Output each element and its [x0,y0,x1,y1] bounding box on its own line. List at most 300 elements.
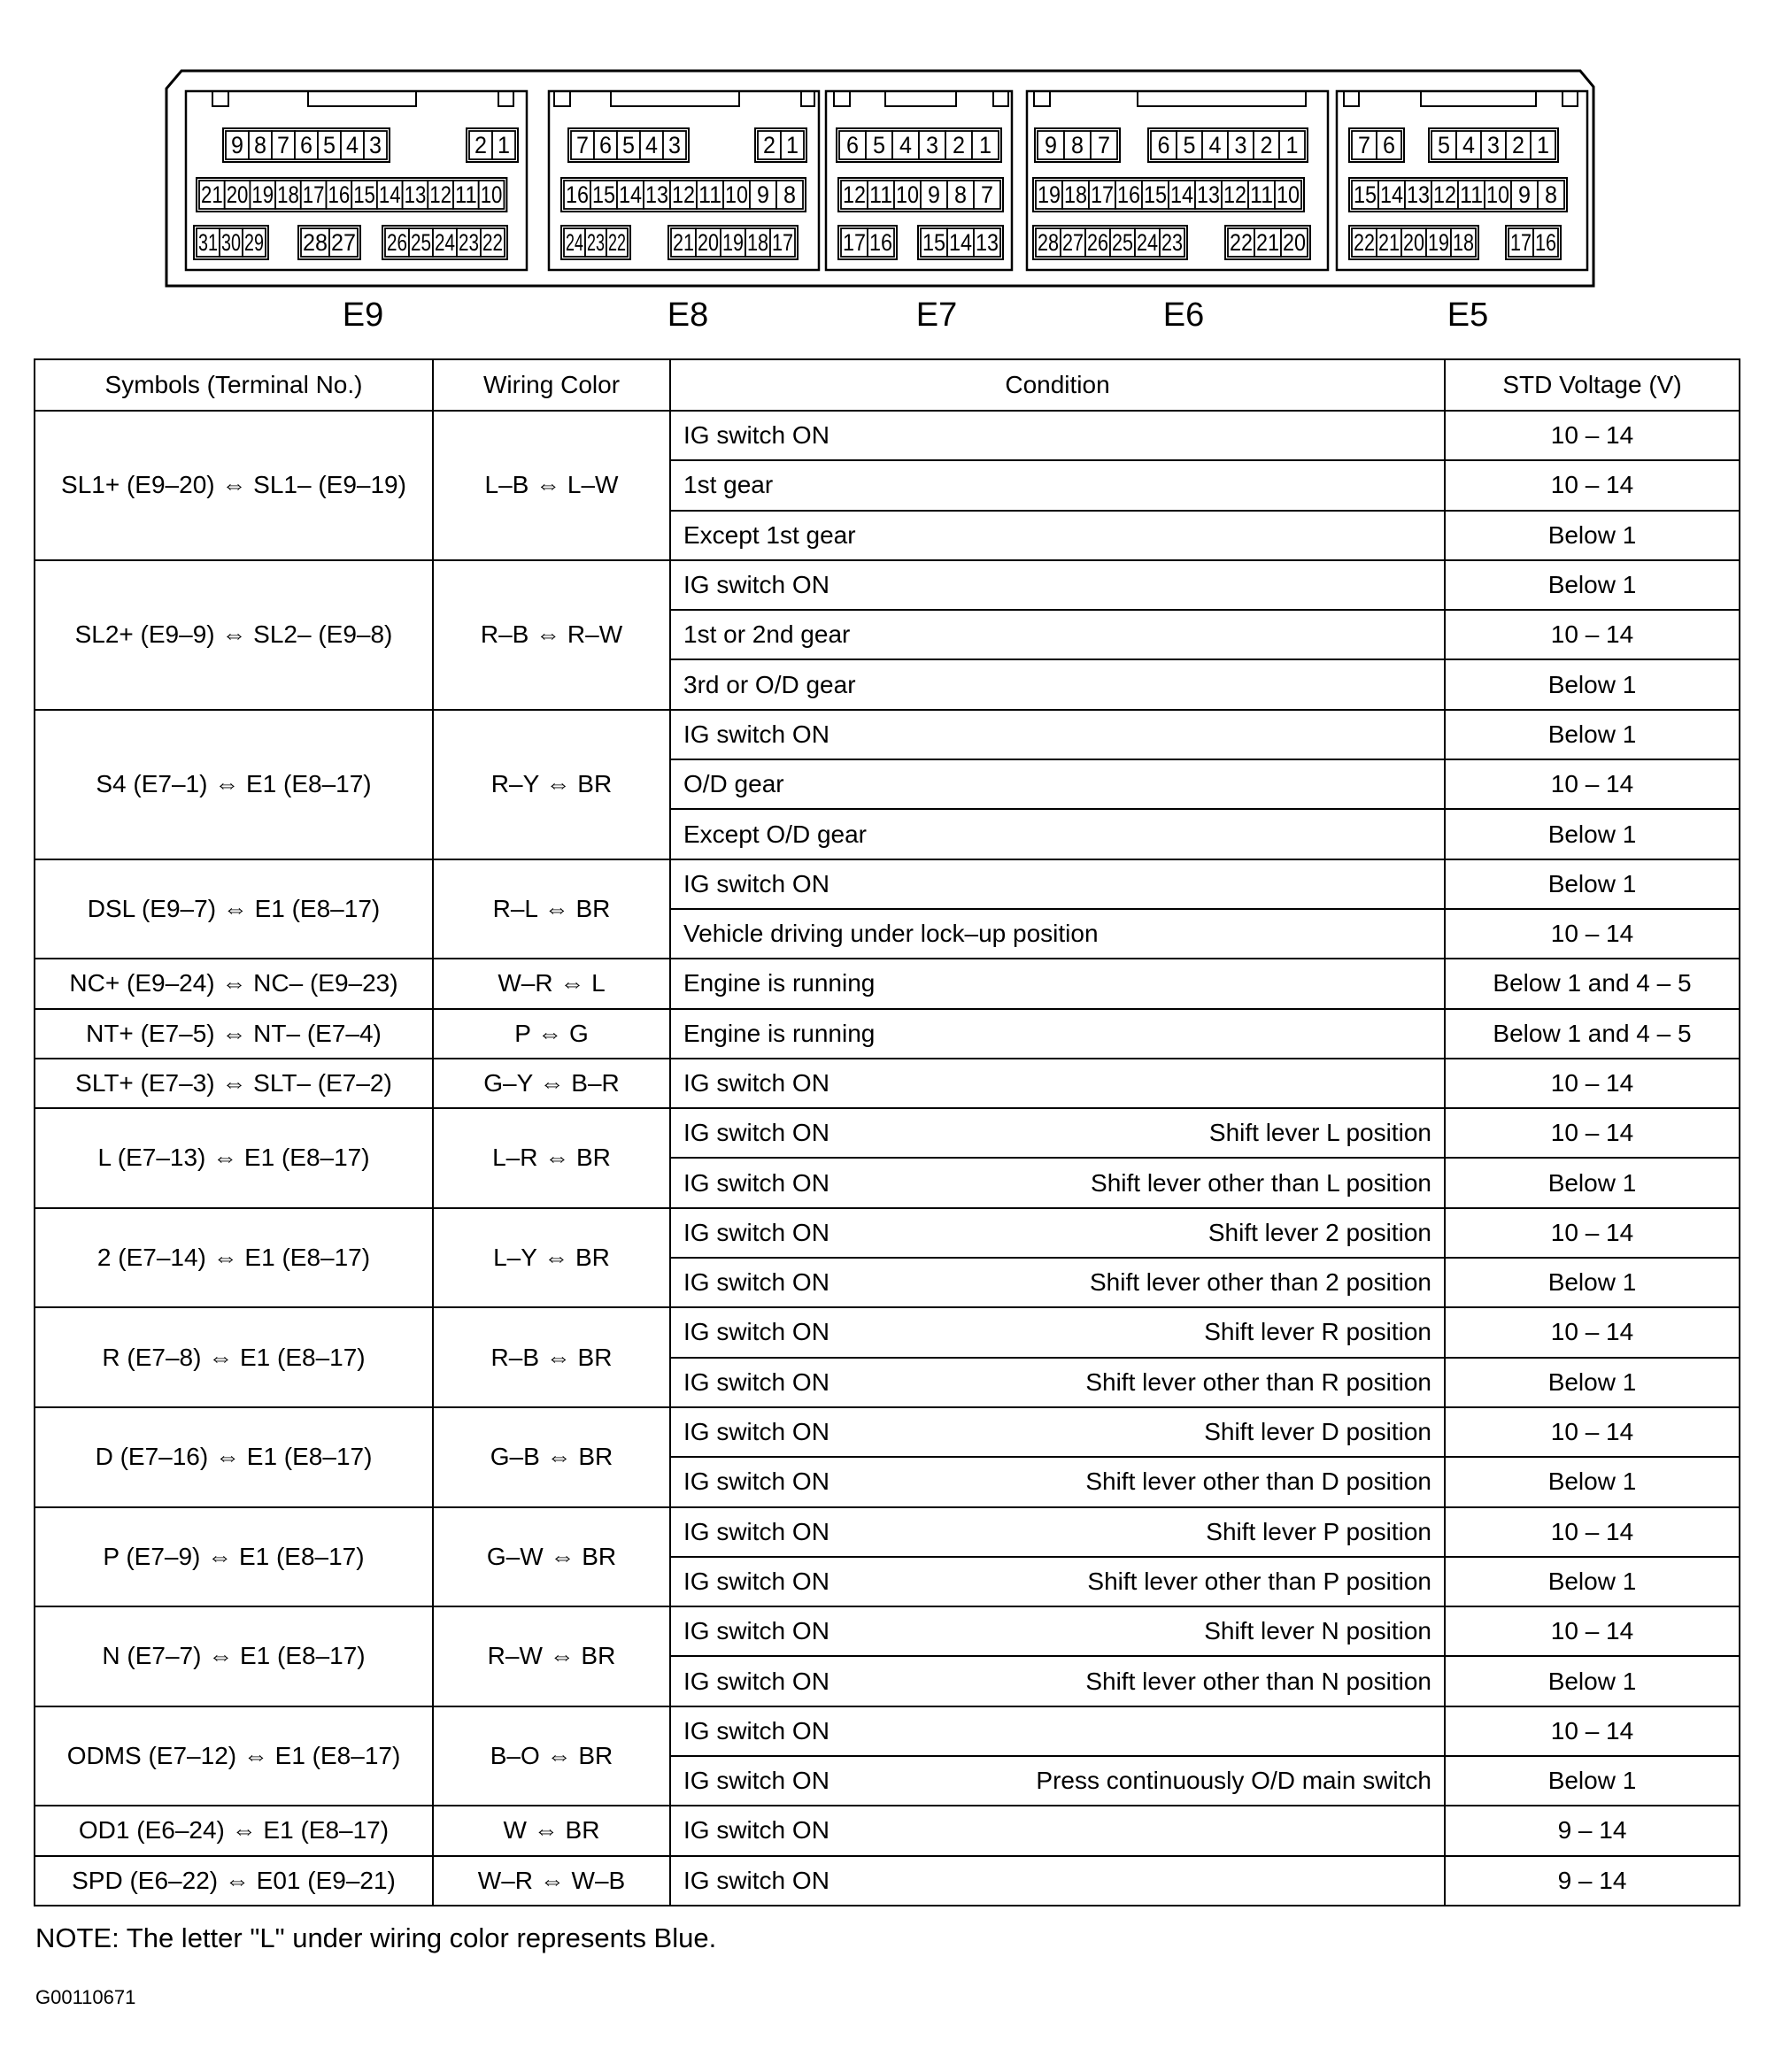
condition-cell [670,1606,1445,1656]
condition-cell [670,1258,1445,1307]
pin-number: 15 [353,181,375,208]
terminal-symbol: S4 (E7–1) ⇔ E1 (E8–17) [35,710,433,859]
std-voltage: 9 – 14 [1445,1856,1740,1906]
pin-number: 14 [1170,181,1193,208]
pin-number: 6 [599,132,612,158]
connector-key-notch [1421,91,1536,106]
condition-cell [670,411,1445,460]
connector-label-E6: E6 [1162,297,1205,334]
table-row [35,710,1740,759]
connector-key-notch [1344,91,1359,106]
std-voltage: Below 1 [1445,1756,1740,1806]
pin-number: 5 [873,132,885,158]
header-wiring-color: Wiring Color [433,359,670,411]
pin-number: 16 [566,181,589,208]
terminal-symbol: 2 (E7–14) ⇔ E1 (E8–17) [35,1208,433,1308]
condition-cell [670,759,1445,809]
condition-wrapper [683,521,1431,550]
pin-number: 22 [1354,229,1375,256]
pin-number: 12 [672,181,695,208]
condition-detail: Press continuously O/D main switch [1036,1767,1431,1795]
table-row [35,1009,1740,1059]
condition-cell [670,1557,1445,1606]
condition-wrapper [683,720,1431,749]
connector-key-notch [993,91,1008,106]
condition-text: IG switch ON [683,1816,829,1845]
pin-number: 7 [1358,132,1370,158]
pin-number: 20 [226,181,249,208]
pin-number: 2 [953,132,965,158]
condition-wrapper [683,421,1431,450]
condition-text: IG switch ON [683,1069,829,1097]
pin-number: 11 [1460,181,1483,208]
condition-cell [670,460,1445,510]
condition-detail: Shift lever other than 2 position [1089,1268,1431,1297]
condition-cell [670,1208,1445,1258]
condition-wrapper [683,1467,1431,1496]
table-row [35,1706,1740,1756]
wiring-color: L–B ⇔ L–W [433,411,670,560]
condition-wrapper [683,620,1431,649]
connector-key-notch [308,91,416,106]
pin-number: 1 [498,132,510,158]
wiring-color: W–R ⇔ W–B [433,1856,670,1906]
condition-text: Engine is running [683,969,876,997]
pin-number: 13 [404,181,427,208]
pin-number: 7 [576,132,589,158]
wiring-color: R–L ⇔ BR [433,859,670,959]
condition-wrapper [683,571,1431,599]
condition-cell [670,1856,1445,1906]
pin-number: 3 [926,132,938,158]
condition-wrapper [683,1617,1431,1645]
condition-wrapper [683,1518,1431,1546]
condition-text: IG switch ON [683,1467,829,1496]
pin-number: 24 [435,229,455,256]
condition-wrapper [683,1119,1431,1147]
pin-number: 16 [1117,181,1140,208]
pin-number: 10 [896,181,919,208]
std-voltage: Below 1 and 4 – 5 [1445,959,1740,1008]
pin-number: 29 [244,229,264,256]
condition-text: IG switch ON [683,571,829,599]
pin-number: 8 [783,181,796,208]
condition-wrapper [683,1668,1431,1696]
connector-label-E8: E8 [667,297,709,334]
condition-text: Engine is running [683,1019,876,1047]
condition-wrapper [683,1368,1431,1397]
condition-text: 1st gear [683,471,774,499]
pin-number: 13 [976,229,999,256]
connector-diagram [0,0,1767,336]
std-voltage: Below 1 [1445,1557,1740,1606]
condition-cell [670,1307,1445,1357]
condition-wrapper [683,1169,1431,1198]
condition-cell [670,1358,1445,1407]
wiring-color: R–W ⇔ BR [433,1606,670,1706]
table-row [35,1507,1740,1557]
header-condition: Condition [670,359,1445,411]
condition-text: Vehicle driving under lock–up position [683,920,1099,948]
condition-text: IG switch ON [683,1318,829,1346]
std-voltage: Below 1 [1445,659,1740,709]
terminal-symbol: P (E7–9) ⇔ E1 (E8–17) [35,1507,433,1607]
table-row [35,560,1740,610]
pin-number: 6 [300,132,313,158]
pin-number: 17 [302,181,325,208]
pin-number: 4 [645,132,658,158]
condition-text: IG switch ON [683,869,829,897]
pin-number: 6 [1157,132,1170,158]
terminal-symbol: SLT+ (E7–3) ⇔ SLT– (E7–2) [35,1059,433,1108]
pin-number: 4 [1462,132,1475,158]
pin-number: 15 [922,229,945,256]
pin-number: 18 [1064,181,1087,208]
wiring-color: L–R ⇔ BR [433,1108,670,1208]
condition-detail: Shift lever 2 position [1208,1218,1431,1246]
table-row [35,1208,1740,1258]
pin-number: 24 [566,229,583,256]
pin-number: 25 [411,229,431,256]
pin-number: 7 [277,132,289,158]
std-voltage: 10 – 14 [1445,1108,1740,1158]
pin-number: 7 [981,181,993,208]
terminal-symbol: OD1 (E6–24) ⇔ E1 (E8–17) [35,1806,433,1855]
condition-cell [670,1059,1445,1108]
std-voltage: Below 1 [1445,560,1740,610]
pin-number: 2 [1260,132,1273,158]
condition-wrapper [683,1318,1431,1346]
pin-number: 27 [331,229,356,256]
condition-cell [670,1806,1445,1855]
condition-text: IG switch ON [683,1866,829,1894]
condition-text: IG switch ON [683,1218,829,1246]
pin-number: 2 [1512,132,1524,158]
condition-text: IG switch ON [683,1119,829,1147]
connector-key-notch [1034,91,1050,106]
condition-cell [670,1507,1445,1557]
wiring-color: P ⇔ G [433,1009,670,1059]
std-voltage: 10 – 14 [1445,1507,1740,1557]
condition-text: IG switch ON [683,1367,829,1396]
pin-number: 11 [698,181,721,208]
table-row [35,1407,1740,1457]
condition-detail: Shift lever other than N position [1085,1667,1431,1695]
condition-wrapper [683,1418,1431,1446]
condition-wrapper [683,1020,1431,1048]
pin-number: 13 [1197,181,1220,208]
wiring-color: L–Y ⇔ BR [433,1208,670,1308]
pin-number: 9 [1045,132,1057,158]
condition-cell [670,1756,1445,1806]
pin-number: 18 [747,229,768,256]
std-voltage: 10 – 14 [1445,460,1740,510]
pin-number: 14 [1380,181,1403,208]
condition-text: O/D gear [683,770,784,798]
pin-number: 6 [846,132,859,158]
pin-number: 10 [1277,181,1300,208]
pin-number: 19 [1038,181,1061,208]
condition-cell [670,1656,1445,1706]
pin-number: 14 [378,181,401,208]
pin-number: 3 [1234,132,1247,158]
pin-number: 4 [346,132,359,158]
condition-cell [670,1108,1445,1158]
condition-wrapper [683,1767,1431,1795]
std-voltage: 10 – 14 [1445,1706,1740,1756]
pin-number: 1 [1537,132,1549,158]
terminal-symbol: N (E7–7) ⇔ E1 (E8–17) [35,1606,433,1706]
condition-detail: Shift lever other than D position [1085,1467,1431,1496]
pin-number: 2 [763,132,775,158]
condition-text: IG switch ON [683,1667,829,1695]
condition-cell [670,1009,1445,1059]
std-voltage: 10 – 14 [1445,759,1740,809]
std-voltage: Below 1 [1445,1158,1740,1207]
condition-cell [670,710,1445,759]
terminal-symbol: L (E7–13) ⇔ E1 (E8–17) [35,1108,433,1208]
pin-number: 4 [899,132,912,158]
pin-number: 23 [1161,229,1183,256]
pin-number: 31 [198,229,218,256]
pin-number: 10 [480,181,503,208]
table-row [35,1059,1740,1108]
table-row [35,1806,1740,1855]
pin-number: 27 [1062,229,1084,256]
pin-number: 10 [1486,181,1509,208]
pin-number: 19 [1428,229,1449,256]
std-voltage: 10 – 14 [1445,1407,1740,1457]
condition-wrapper [683,770,1431,798]
pin-number: 11 [455,181,477,208]
condition-text: Except 1st gear [683,520,856,549]
condition-detail: Shift lever L position [1208,1119,1431,1147]
pin-number: 21 [1378,229,1400,256]
condition-cell [670,610,1445,659]
std-voltage: 10 – 14 [1445,1059,1740,1108]
pin-number: 12 [1223,181,1246,208]
pin-number: 20 [698,229,719,256]
pin-number: 13 [1407,181,1430,208]
pin-number: 20 [1403,229,1424,256]
terminal-symbol: SPD (E6–22) ⇔ E01 (E9–21) [35,1856,433,1906]
pin-number: 4 [1208,132,1222,158]
pin-number: 9 [1518,181,1531,208]
pin-number: 12 [843,181,866,208]
pin-number: 15 [592,181,615,208]
condition-cell [670,659,1445,709]
connector-key-notch [498,91,513,106]
wiring-color: W ⇔ BR [433,1806,670,1855]
pin-number: 14 [949,229,972,256]
pin-number: 19 [722,229,744,256]
pin-number: 20 [1283,229,1306,256]
pin-number: 16 [1535,229,1556,256]
pin-number: 17 [843,229,866,256]
pin-number: 15 [1144,181,1167,208]
condition-wrapper [683,820,1431,849]
header-std-voltage: STD Voltage (V) [1445,359,1740,411]
pin-number: 5 [323,132,336,158]
pin-number: 21 [1256,229,1279,256]
condition-detail: Shift lever N position [1204,1617,1431,1645]
connector-label-E9: E9 [342,297,384,334]
pin-number: 25 [1112,229,1133,256]
table-row [35,859,1740,909]
std-voltage: 10 – 14 [1445,909,1740,959]
pin-number: 12 [429,181,451,208]
condition-wrapper [683,1867,1431,1895]
condition-wrapper [683,671,1431,699]
table-header-row [35,359,1740,411]
pin-number: 16 [869,229,892,256]
table-row [35,1856,1740,1906]
condition-wrapper [683,1717,1431,1745]
std-voltage: Below 1 [1445,809,1740,859]
condition-cell [670,560,1445,610]
pin-number: 11 [1250,181,1273,208]
table-row [35,1606,1740,1656]
condition-text: IG switch ON [683,1418,829,1446]
condition-detail: Shift lever P position [1206,1517,1431,1545]
std-voltage: 10 – 14 [1445,411,1740,460]
condition-wrapper [683,471,1431,499]
terminal-symbol: R (E7–8) ⇔ E1 (E8–17) [35,1307,433,1407]
condition-text: IG switch ON [683,1716,829,1745]
connector-key-notch [1563,91,1578,106]
pin-number: 17 [1091,181,1114,208]
std-voltage: 10 – 14 [1445,1208,1740,1258]
connector-key-notch [1138,91,1306,106]
pin-number: 3 [668,132,681,158]
connector-key-notch [801,91,814,106]
pin-number: 5 [622,132,635,158]
condition-cell [670,1158,1445,1207]
connector-key-notch [834,91,850,106]
pin-number: 23 [587,229,605,256]
pin-number: 8 [254,132,266,158]
condition-wrapper [683,1567,1431,1596]
pin-number: 30 [221,229,241,256]
condition-text: 1st or 2nd gear [683,620,851,649]
pin-number: 23 [459,229,479,256]
terminal-symbol: NT+ (E7–5) ⇔ NT– (E7–4) [35,1009,433,1059]
condition-text: Except O/D gear [683,820,867,848]
std-voltage: Below 1 and 4 – 5 [1445,1009,1740,1059]
pin-number: 2 [475,132,487,158]
terminal-symbol: ODMS (E7–12) ⇔ E1 (E8–17) [35,1706,433,1806]
std-voltage: 10 – 14 [1445,1307,1740,1357]
pin-number: 1 [786,132,799,158]
pin-number: 15 [1354,181,1377,208]
wiring-color: G–B ⇔ BR [433,1407,670,1507]
pin-number: 28 [1038,229,1059,256]
pin-number: 11 [869,181,892,208]
pin-number: 9 [757,181,769,208]
wiring-color: B–O ⇔ BR [433,1706,670,1806]
pin-number: 12 [1433,181,1456,208]
pin-number: 6 [1383,132,1395,158]
pin-number: 22 [482,229,503,256]
condition-wrapper [683,1069,1431,1098]
condition-detail: Shift lever other than P position [1087,1567,1431,1595]
connector-key-notch [212,91,228,106]
condition-cell [670,959,1445,1008]
pin-number: 17 [772,229,793,256]
condition-text: IG switch ON [683,1168,829,1197]
condition-cell [670,1706,1445,1756]
condition-wrapper [683,1219,1431,1247]
condition-wrapper [683,920,1431,948]
wiring-color: G–W ⇔ BR [433,1507,670,1607]
connector-label-E7: E7 [915,297,958,334]
connector-label-E5: E5 [1447,297,1489,334]
pin-number: 13 [645,181,668,208]
table-row [35,1307,1740,1357]
std-voltage: Below 1 [1445,511,1740,560]
std-voltage: 10 – 14 [1445,1606,1740,1656]
condition-detail: Shift lever R position [1204,1318,1431,1346]
condition-cell [670,1407,1445,1457]
condition-wrapper [683,969,1431,997]
pin-number: 22 [1230,229,1253,256]
pin-number: 17 [1510,229,1532,256]
terminal-symbol: NC+ (E9–24) ⇔ NC– (E9–23) [35,959,433,1008]
condition-text: IG switch ON [683,1567,829,1595]
std-voltage: Below 1 [1445,859,1740,909]
pin-number: 26 [1087,229,1108,256]
condition-wrapper [683,1268,1431,1297]
pin-number: 1 [979,132,992,158]
pin-number: 14 [619,181,642,208]
pin-number: 3 [1487,132,1500,158]
pin-number: 7 [1098,132,1110,158]
wiring-color: R–B ⇔ BR [433,1307,670,1407]
condition-text: IG switch ON [683,421,829,450]
pin-number: 10 [725,181,748,208]
pin-number: 19 [251,181,274,208]
condition-text: IG switch ON [683,1617,829,1645]
pin-number: 1 [1285,132,1299,158]
wiring-color: R–B ⇔ R–W [433,560,670,710]
condition-cell [670,809,1445,859]
pin-number: 18 [277,181,299,208]
std-voltage: Below 1 [1445,1457,1740,1506]
wiring-color: R–Y ⇔ BR [433,710,670,859]
condition-text: IG switch ON [683,1767,829,1795]
terminal-symbol: D (E7–16) ⇔ E1 (E8–17) [35,1407,433,1507]
condition-text: IG switch ON [683,1268,829,1297]
condition-detail: Shift lever D position [1204,1418,1431,1446]
table-row [35,411,1740,460]
condition-cell [670,511,1445,560]
pin-number: 26 [387,229,407,256]
std-voltage: Below 1 [1445,1656,1740,1706]
pin-number: 22 [608,229,626,256]
std-voltage: Below 1 [1445,1258,1740,1307]
header-symbols: Symbols (Terminal No.) [35,359,433,411]
pin-number: 21 [201,181,223,208]
condition-cell [670,859,1445,909]
condition-text: 3rd or O/D gear [683,670,856,698]
pin-number: 5 [1183,132,1196,158]
pin-number: 24 [1137,229,1158,256]
terminal-symbol: DSL (E9–7) ⇔ E1 (E8–17) [35,859,433,959]
wiring-note: NOTE: The letter "L" under wiring color represents Blue. [35,1922,717,1953]
pin-number: 18 [1453,229,1474,256]
pin-number: 28 [303,229,328,256]
pin-number: 8 [1071,132,1084,158]
